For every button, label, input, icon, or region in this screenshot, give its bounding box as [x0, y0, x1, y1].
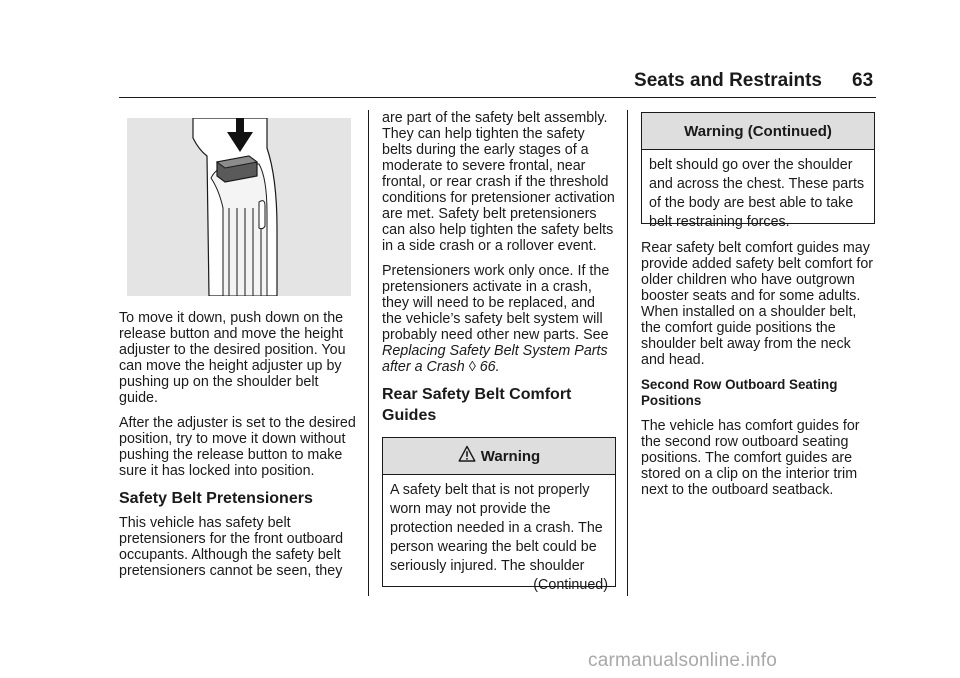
warning-title: Warning — [480, 447, 541, 465]
left-column — [119, 310, 361, 588]
paragraph-pretensioner-once — [382, 263, 615, 375]
paragraph-pretensioners: This vehicle has safety belt pretensioners for the front outboard occupants. Although the safety belt pretensioners cannot be seen, they — [119, 515, 344, 579]
height-adjuster-illustration — [127, 118, 351, 296]
paragraph-move-down: To move it down, push down on the release button and move the height adjuster to the desired position. You can move the height adjuster up by pushing up on the shoulder belt guide. — [119, 310, 346, 406]
heading-second-row: Second Row Outboard Seating Positions — [641, 377, 838, 408]
cross-reference-page[interactable]: 66. — [479, 359, 500, 375]
paragraph-comfort-guides: Rear safety belt comfort guides may provide added safety belt comfort for older children who have outgrown booster seats and for some adults. When installed on a shoulder belt, the comfort guide positions the shoulder belt away from the neck and head. — [641, 240, 874, 368]
warning-continued-box — [641, 112, 875, 230]
page-number: 63 — [852, 70, 874, 91]
warning-icon — [458, 445, 476, 467]
middle-column — [382, 110, 615, 432]
heading-comfort-guides: Rear Safety Belt Comfort Guides — [382, 386, 572, 424]
column-divider-2 — [627, 110, 628, 596]
warning-box — [382, 437, 616, 593]
right-column — [641, 240, 877, 507]
watermark: carmanualsonline.info — [588, 650, 778, 671]
warning-body — [383, 475, 615, 602]
section-title: Seats and Restraints — [634, 70, 822, 91]
column-divider-1 — [368, 110, 369, 596]
warning-continued-header — [642, 113, 874, 150]
page-ref-icon: ◊ — [468, 359, 476, 375]
pretensioner-once-text: Pretensioners work only once. If the pretensioners activate in a crash, they will need to be replaced, and the vehicle’s safety belt system will probably need other new parts. See — [382, 263, 610, 343]
warning-continued-label: (Continued) — [533, 577, 608, 593]
warning-continued-body: belt should go over the shoulder and across the chest. These parts of the body are best able to take belt restraining forces. — [649, 157, 865, 230]
paragraph-second-row: The vehicle has comfort guides for the second row outboard seating positions. The comfort guides are stored on a clip on the interior trim next to the outboard seatback. — [641, 418, 860, 498]
paragraph-after-adjust: After the adjuster is set to the desired position, try to move it down without pushing the release button to make sure it has locked into position. — [119, 415, 356, 479]
header-divider — [119, 97, 876, 98]
warning-text: A safety belt that is not properly worn may not provide the protection needed in a crash. The person wearing the belt could be seriously injured. The shoulder — [390, 482, 603, 574]
warning-header — [383, 438, 615, 475]
heading-pretensioners: Safety Belt Pretensioners — [119, 490, 313, 507]
warning-continued-title: Warning (Continued) — [684, 122, 832, 140]
cross-reference-link[interactable]: Replacing Safety Belt System Parts after a Crash — [382, 343, 608, 375]
paragraph-pretensioner-function: are part of the safety belt assembly. They can help tighten the safety belts during the early stages of a moderate to severe frontal, near frontal, or rear crash if the threshold conditions for pretensioner activation are met. Safety belt pretensioners can also help tighten the safety belts in a side crash or a rollover event. — [382, 110, 615, 254]
